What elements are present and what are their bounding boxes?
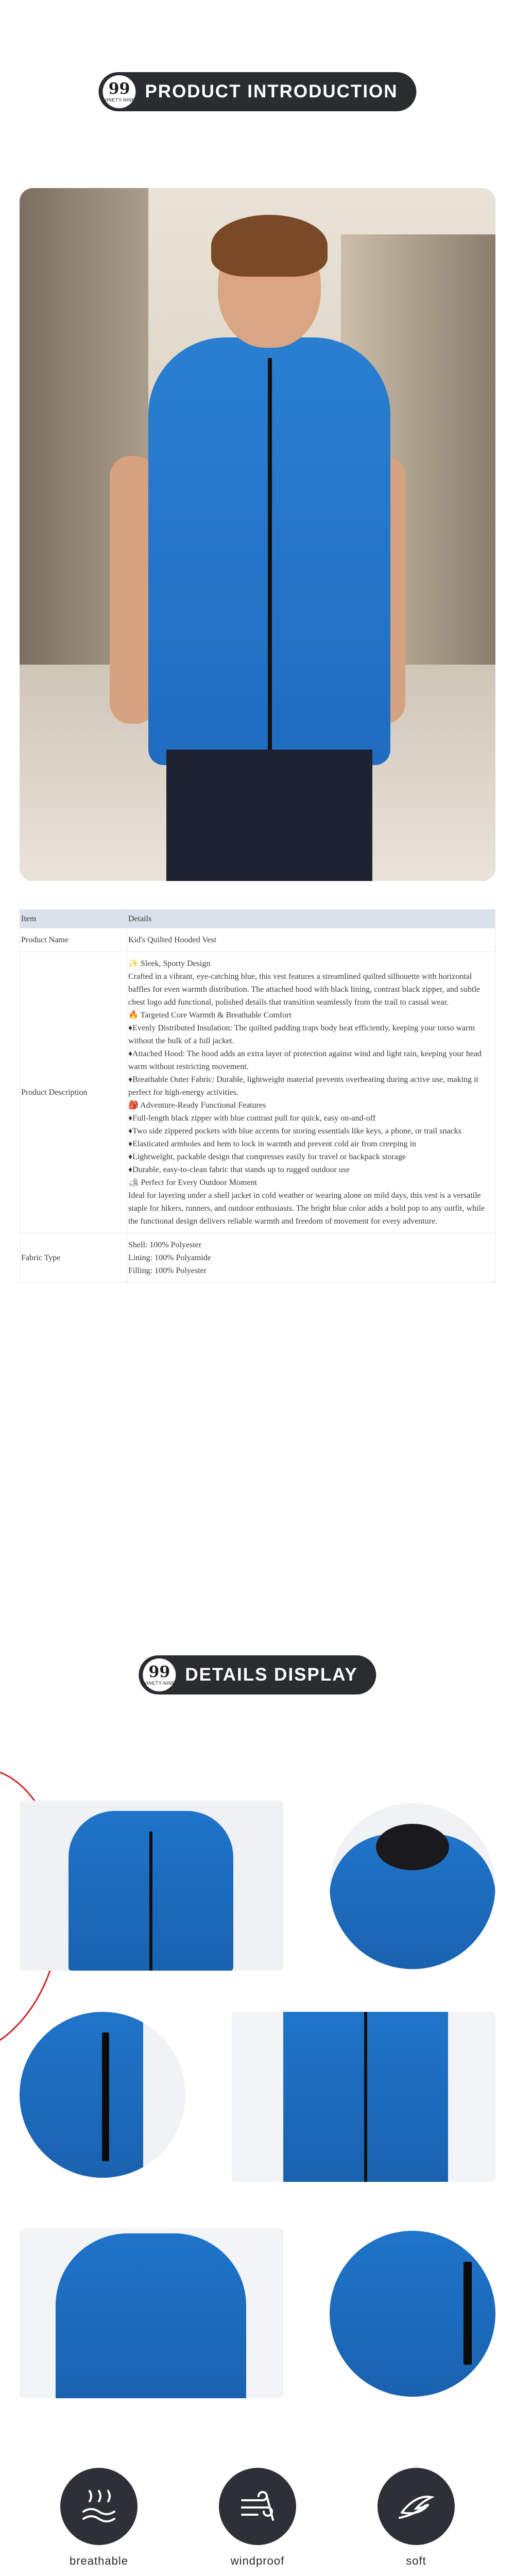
windproof-icon [219,2468,296,2545]
row-label-product-name: Product Name [20,928,127,952]
desc-line: ♦Elasticated armholes and hem to lock in warmth and prevent cold air from creeping in [128,1140,417,1148]
child-pants [166,750,372,881]
soft-feather-icon [377,2468,455,2545]
fabric-line: Lining: 100% Polyamide [128,1253,211,1262]
brand-logo-word: NINETY-NINE [103,97,135,103]
detail-side-seam-circle [330,2231,495,2397]
fabric-line: Filling: 100% Polyester [128,1266,207,1275]
desc-line: ♦Lightweight, packable design that compresses easily for travel or backpack storage [128,1153,406,1161]
feature-label: soft [406,2554,426,2567]
feature-windproof [206,2468,309,2568]
table-row-product-description [20,952,495,1233]
desc-line: ♦Evenly Distributed Insulation: The quilted padding traps body heat efficiently, keeping your torso warm without the bulk of a full jacket. [128,1024,475,1045]
table-header-item: Item [20,910,127,928]
table-row-fabric-type [20,1233,495,1283]
desc-line: 🎒 Adventure-Ready Functional Features [128,1101,266,1110]
product-description-value [127,952,495,1233]
desc-line: ♦Breathable Outer Fabric: Durable, lightweight material prevents overheating during active use, making it perfect for high-energy activities. [128,1075,478,1097]
product-name-value: Kid's Quilted Hooded Vest [127,928,495,952]
detail-pocket-closeup-circle [20,2012,185,2178]
desc-line: ♦Full-length black zipper with blue contrast pull for quick, easy on-and-off [128,1114,376,1123]
desc-line: ✨ Sleek, Sporty Design [128,959,211,968]
vest-zipper [364,2012,367,2182]
vest-zipper [268,358,272,760]
desc-line: ♦Durable, easy-to-clean fabric that stands up to rugged outdoor use [128,1165,350,1174]
brand-logo [102,75,135,108]
desc-line: Crafted in a vibrant, eye-catching blue, this vest features a streamlined quilted silhouette with horizontal baffles for even warmth distribution. The attached hood with black lining, contrast black zipper, and subtle chest logo add functional, polished details that transition seamlessly from the trail to casual wear. [128,972,480,1007]
detail-hood-closeup-circle [330,1803,495,1969]
detail-vest-body-photo [232,2012,495,2182]
feature-label: windproof [230,2554,285,2567]
vest-zipper [149,1832,152,1971]
brand-logo-number: 99 [108,79,130,98]
side-seam-zipper [464,2262,472,2365]
details-display-header [139,1655,376,1694]
table-header-details: Details [127,910,495,928]
hood-opening [376,1824,449,1870]
detail-vest-front-photo [20,1801,283,1971]
section-title: PRODUCT INTRODUCTION [145,81,398,101]
breathable-icon [60,2468,138,2545]
fabric-type-value [127,1233,495,1283]
desc-line: ♦Two side zippered pockets with blue accents for storing essentials like keys, a phone, or trail snacks [128,1127,461,1136]
side-pocket-zipper [102,2032,109,2161]
brand-logo [143,1658,176,1691]
pocket-fabric [20,2012,143,2178]
brand-logo-word: NINETY-NINE [143,1680,176,1686]
product-details-table [20,909,495,1283]
child-hair [211,215,328,277]
feature-label: breathable [70,2554,128,2567]
hero-product-photo [20,188,495,881]
detail-vest-back-photo [20,2228,283,2398]
desc-line: 🔥 Targeted Core Warmth & Breathable Comfort [128,1011,291,1020]
brand-logo-number: 99 [148,1663,170,1681]
product-introduction-header [98,72,416,111]
desc-line: ♦Attached Hood: The hood adds an extra layer of protection against wind and light rain, keeping your head warm without restricting movement. [128,1049,482,1071]
vest-back-panel [56,2233,246,2398]
row-label-product-description: Product Description [20,952,127,1233]
desc-line: Ideal for layering under a shell jacket in cold weather or wearing alone on mild days, this vest is a versatile staple for hikers, runners, and outdoor enthusiasts. The bright blue color adds a bold pop to any outfit, while the functional design delivers reliable warmth and freedom of movement for every adventure. [128,1191,485,1226]
fabric-line: Shell: 100% Polyester [128,1241,202,1249]
feature-soft [365,2468,468,2568]
section-title: DETAILS DISPLAY [185,1665,358,1685]
table-header-row [20,910,495,928]
feature-breathable [47,2468,150,2568]
desc-line: 🏕 Perfect for Every Outdoor Moment [128,1178,258,1187]
table-row-product-name [20,928,495,952]
row-label-fabric-type: Fabric Type [20,1233,127,1283]
